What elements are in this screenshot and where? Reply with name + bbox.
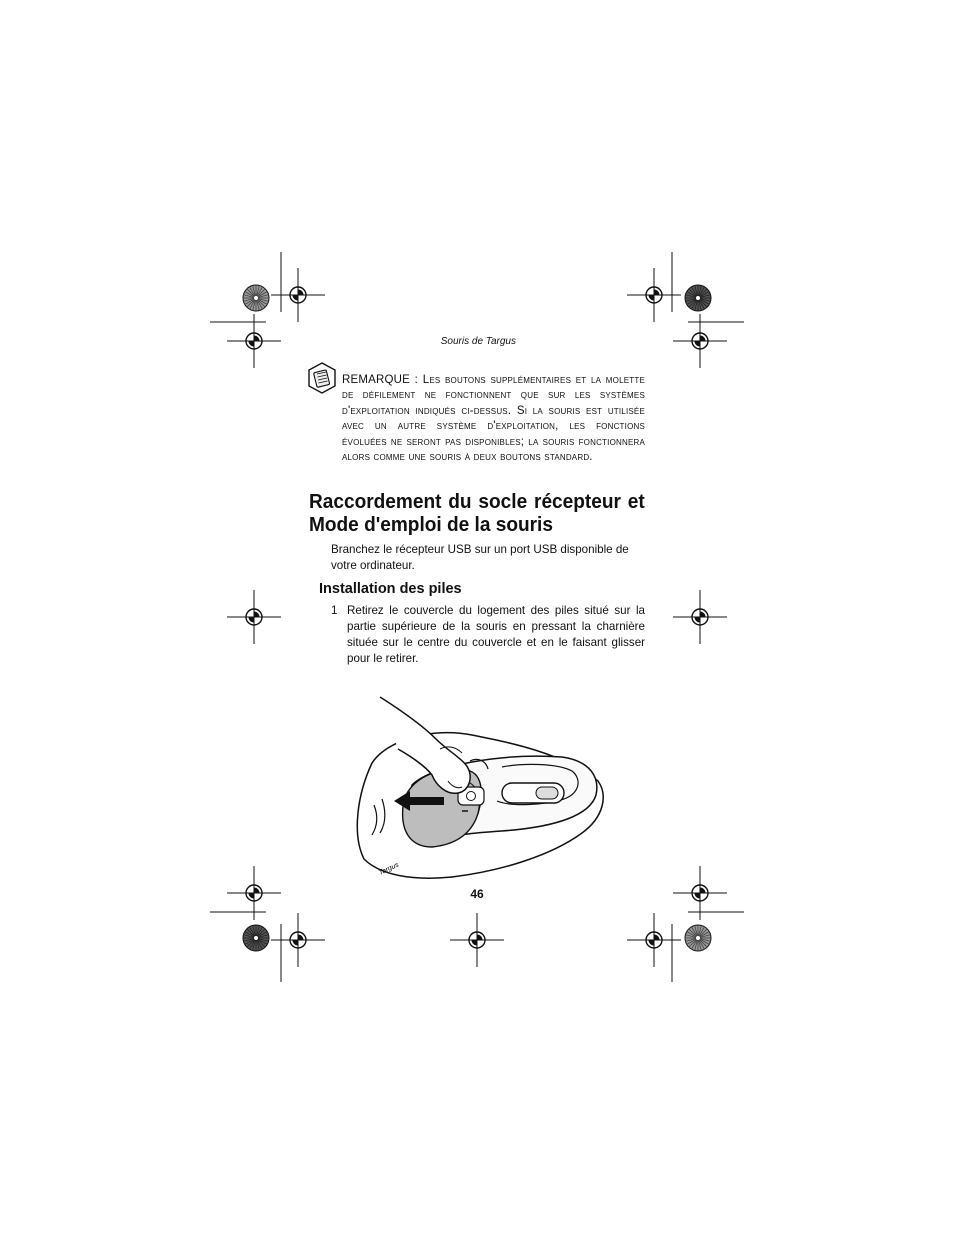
color-rosette-icon — [685, 285, 711, 311]
step-number: 1 — [331, 604, 338, 617]
registration-crosshair-icon — [271, 913, 325, 967]
brand-mark: Targus — [377, 861, 401, 877]
mouse-battery-cover-illustration — [352, 695, 610, 887]
subsection-heading: Installation des piles — [319, 581, 462, 597]
color-rosette-icon — [243, 285, 269, 311]
note-paragraph — [342, 373, 645, 467]
running-header: Souris de Targus — [440, 336, 516, 347]
note-pad-icon — [308, 362, 336, 394]
note-label: REMARQUE : — [342, 373, 423, 386]
page-number: 46 — [470, 887, 484, 901]
registration-crosshair-icon — [627, 268, 681, 322]
registration-crosshair-icon — [673, 590, 727, 644]
section-heading: Raccordement du socle récepteur et Mode d'emploi de la souris — [309, 490, 645, 536]
color-rosette-icon — [243, 925, 269, 951]
color-rosette-icon — [685, 925, 711, 951]
registration-crosshair-icon — [450, 913, 504, 967]
registration-crosshair-icon — [627, 913, 681, 967]
step-text: Retirez le couvercle du logement des piles situé sur la partie supérieure de la souris en pressant la charnière située sur le centre du couvercle et en le faisant glisser pour le retirer. — [347, 604, 645, 665]
step-item — [331, 603, 645, 667]
section-intro: Branchez le récepteur USB sur un port USB disponible de votre ordinateur. — [331, 543, 629, 572]
note-text: Les boutons supplémentaires et la molette de défilement ne fonctionnent que sur les systèmes d'exploitation indiqués ci-dessus. Si la souris est utilisée avec un autre système d'exploitation, les fonctions évoluées ne seront pas disponibles; la souris fonctionnera alors comme une souris à deux boutons standard. — [342, 373, 645, 464]
registration-crosshair-icon — [227, 590, 281, 644]
registration-crosshair-icon — [271, 268, 325, 322]
